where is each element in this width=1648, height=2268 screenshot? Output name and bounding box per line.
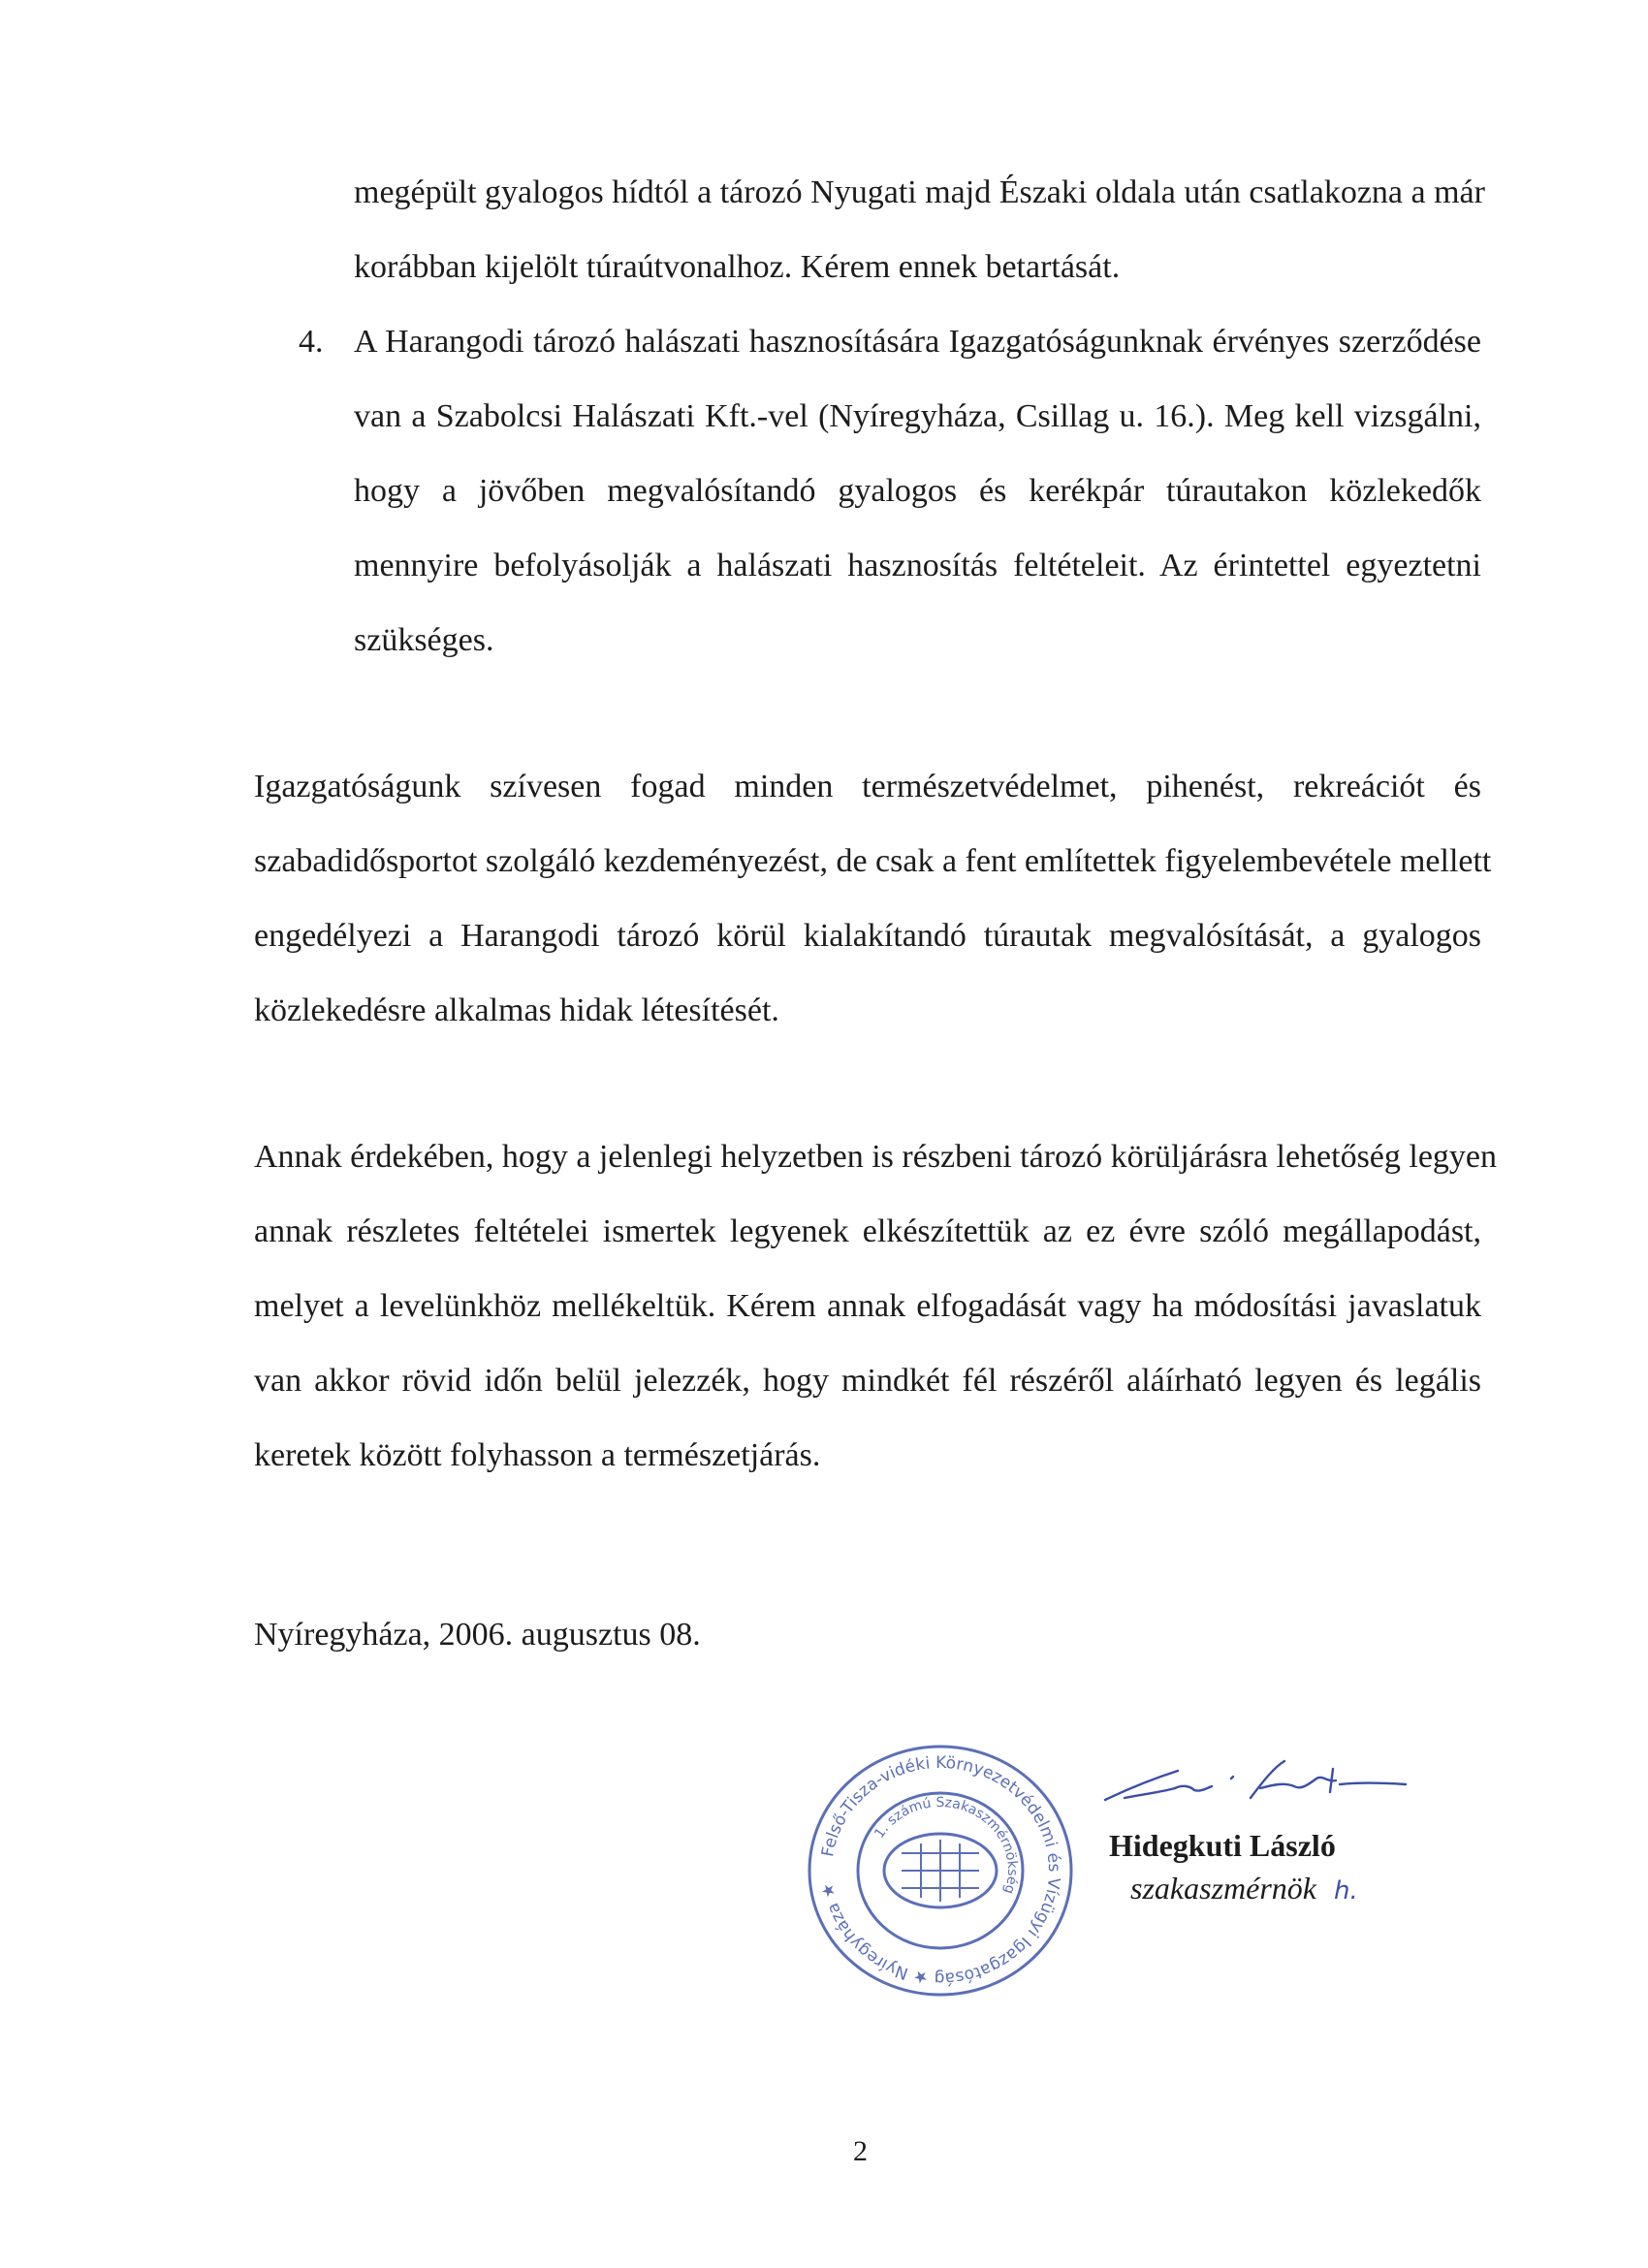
text-line: korábban kijelölt túraútvonalhoz. Kérem ennek betartását. [354, 249, 1121, 285]
signer-title-text: szakaszmérnök [1130, 1871, 1316, 1906]
stamp-inner-text: 1. számú Szakaszmérnökség [872, 1794, 1021, 1896]
text-line: keretek között folyhasson a természetjárás. [254, 1437, 821, 1473]
text-line: A Harangodi tározó halászati hasznosítására Igazgatóságunknak érvényes szerződése [354, 324, 1481, 360]
text-line: melyet a levelünkhöz mellékeltük. Kérem annak elfogadását vagy ha módosítási javaslatuk [254, 1288, 1481, 1324]
text-line: mennyire befolyásolják a halászati hasznosítás feltételeit. Az érintettel egyeztetni [354, 548, 1481, 583]
stamp-outer-text: Felső-Tisza-vidéki Környezetvédelmi és Vízügyi Igazgatóság ★ Nyíregyháza ★ [817, 1752, 1064, 1989]
svg-text:1. számú Szakaszmérnökség [872, 1795, 1020, 1896]
paragraph-2 [254, 749, 1492, 1048]
text-line: van akkor rövid időn belül jelezzék, hogy mindkét fél részéről aláírható legyen és legális [254, 1363, 1481, 1399]
official-seal-stamp-icon [795, 1725, 1086, 2016]
text-line: megépült gyalogos hídtól a tározó Nyugati majd Északi oldala után csatlakozna a már [354, 174, 1485, 210]
list-item-text [354, 304, 1481, 677]
text-line: szabadidősportot szolgáló kezdeményezést, de csak a fent említettek figyelembevétele mellett [254, 843, 1492, 879]
text-line: engedélyezi a Harangodi tározó körül kialakítandó túrautak megvalósítását, a gyalogos [254, 918, 1481, 954]
text-line: Igazgatóságunk szívesen fogad minden természetvédelmet, pihenést, rekreációt és [254, 769, 1481, 804]
paragraph-3 [254, 1119, 1498, 1493]
text-line: közlekedésre alkalmas hidak létesítését. [254, 992, 779, 1028]
paragraph-continuation [354, 155, 1485, 304]
text-line: Annak érdekében, hogy a jelenlegi helyzetben is részbeni tározó körüljárásra lehetőség legyen [254, 1139, 1498, 1175]
text-line: szükséges. [354, 622, 494, 658]
page-number: 2 [853, 2135, 868, 2167]
signer-initials: h. [1333, 1876, 1358, 1906]
signer-name: Hidegkuti László [1109, 1828, 1336, 1863]
text-line: van a Szabolcsi Halászati Kft.-vel (Nyíregyháza, Csillag u. 16.). Meg kell vizsgálni, [354, 398, 1481, 434]
handwritten-signature-icon [1086, 1749, 1435, 1817]
place-and-date: Nyíregyháza, 2006. augusztus 08. [254, 1617, 701, 1653]
signer-title [1130, 1865, 1358, 1914]
list-number: 4. [299, 324, 324, 360]
text-line: hogy a jövőben megvalósítandó gyalogos és kerékpár túrautakon közlekedők [354, 473, 1481, 509]
text-line: annak részletes feltételei ismertek legyenek elkészítettük az ez évre szóló megállapodást, [254, 1213, 1481, 1249]
